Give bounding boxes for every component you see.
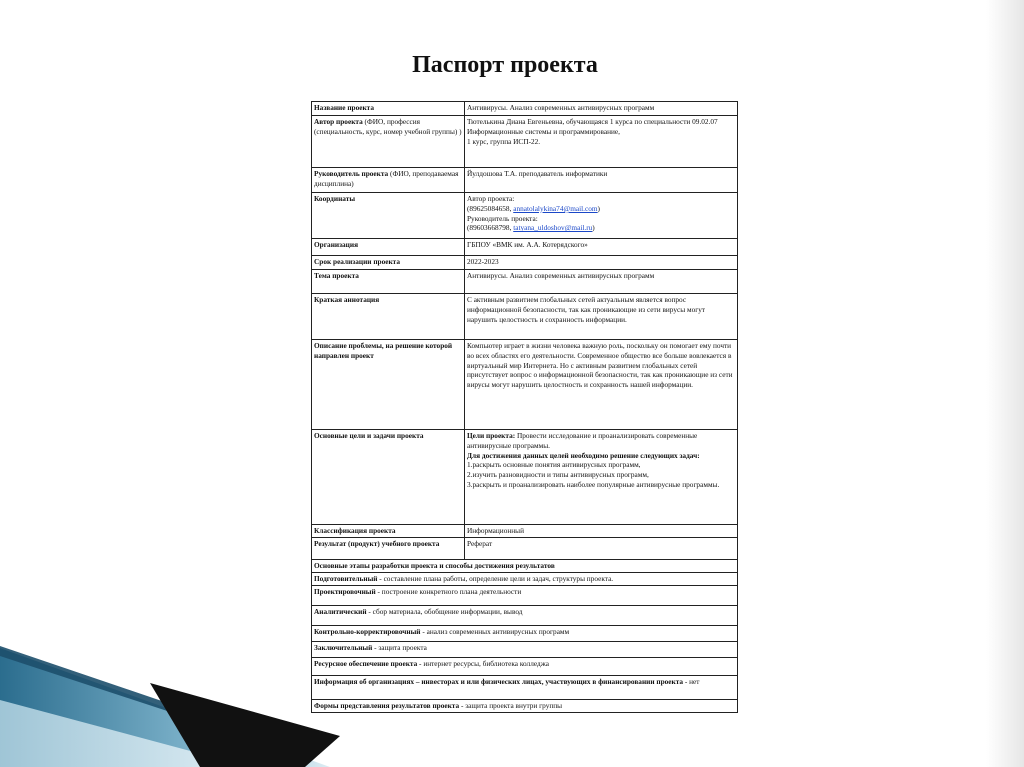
stages-header: Основные этапы разработки проекта и способы достижения результатов <box>312 560 738 573</box>
stage-row: Заключительный - защита проекта <box>312 642 738 658</box>
row-value: Тютелькина Диана Евгеньевна, обучающаяся 1 курса по специальности 09.02.07 Информационные системы и программирование, 1 курс, группа ИСП-22. <box>465 116 738 168</box>
row-label: Автор проекта (ФИО, профессия (специальность, курс, номер учебной группы) ) <box>312 116 465 168</box>
leader-email-link[interactable]: tatyana_uldoshov@mail.ru <box>513 223 593 233</box>
table-row <box>312 256 738 270</box>
row-label: Классификация проекта <box>312 525 465 538</box>
stage-row: Проектировочный - построение конкретного плана деятельности <box>312 586 738 606</box>
row-value: 2022-2023 <box>465 256 738 270</box>
table-row <box>312 116 738 168</box>
stage-row: Контрольно-корректировочный - анализ современных антивирусных программ <box>312 626 738 642</box>
table-row <box>312 676 738 700</box>
row-label: Координаты <box>312 193 465 239</box>
stage-row: Подготовительный - составление плана работы, определение цели и задач, структуры проекта. <box>312 573 738 586</box>
table-row <box>312 168 738 193</box>
row-value: Цели проекта: Провести исследование и проанализировать современные антивирусные программы. Для достижения данных целей необходимо решение следующих задач: 1.раскрыть основные понятия антивирусных программ, 2.изучить разновидности и типы антивирусных программ, 3.раскрыть и проанализировать наиболее популярные антивирусные программы. <box>465 430 738 525</box>
table-row <box>312 102 738 116</box>
table-row <box>312 573 738 586</box>
table-row <box>312 270 738 294</box>
stage-row: Ресурсное обеспечение проекта - интернет ресурсы, библиотека колледжа <box>312 658 738 676</box>
row-label: Результат (продукт) учебного проекта <box>312 538 465 560</box>
row-label: Руководитель проекта (ФИО, преподаваемая дисциплина) <box>312 168 465 193</box>
row-label: Организация <box>312 239 465 256</box>
author-email-link[interactable]: annatolalykina74@mail.com <box>513 203 598 213</box>
table-row <box>312 626 738 642</box>
row-label: Краткая аннотация <box>312 294 465 340</box>
row-label: Основные цели и задачи проекта <box>312 430 465 525</box>
table-row <box>312 294 738 340</box>
table-row <box>312 642 738 658</box>
row-label: Описание проблемы, на решение которой направлен проект <box>312 340 465 430</box>
stage-row: Формы представления результатов проекта - защита проекта внутри группы <box>312 700 738 713</box>
row-value: Антивирусы. Анализ современных антивирусных программ <box>465 270 738 294</box>
table-row <box>312 525 738 538</box>
row-label: Название проекта <box>312 102 465 116</box>
table-row <box>312 560 738 573</box>
table-row <box>312 658 738 676</box>
row-value: ГБПОУ «ВМК им. А.А. Котерядского» <box>465 239 738 256</box>
table-row <box>312 700 738 713</box>
table-row <box>312 340 738 430</box>
row-label: Срок реализации проекта <box>312 256 465 270</box>
row-value: Информационный <box>465 525 738 538</box>
row-value: Автор проекта: (89625084658, annatolalykina74@mail.com) Руководитель проекта: (89603668798, tatyana_uldoshov@mail.ru) <box>465 193 738 239</box>
row-value: Реферат <box>465 538 738 560</box>
row-value: С активным развитием глобальных сетей актуальным является вопрос информационной безопасности, так как проникающие из сети вирусы могут нарушить целостность и сохранность информации. <box>465 294 738 340</box>
table-row <box>312 586 738 606</box>
row-value: Йулдошова Т.А. преподаватель информатики <box>465 168 738 193</box>
page-title: Паспорт проекта <box>412 52 598 78</box>
table-row <box>312 538 738 560</box>
project-passport-table <box>311 101 738 713</box>
table-row <box>312 606 738 626</box>
row-value: Антивирусы. Анализ современных антивирусных программ <box>465 102 738 116</box>
table-row <box>312 430 738 525</box>
table-row <box>312 193 738 239</box>
stage-row: Аналитический - сбор материала, обобщение информации, вывод <box>312 606 738 626</box>
table-row <box>312 239 738 256</box>
row-value: Компьютер играет в жизни человека важную роль, поскольку он помогает ему почти во всех областях его деятельности. Современное общество все больше вовлекается в виртуальный мир Интернета. Но с активным развитием глобальных сетей присутствует вопрос о информационной безопасности, так как проникающие из сети вирусы могут нарушить целостность и сохранность нашей информации. <box>465 340 738 430</box>
stage-row: Информация об организациях – инвесторах и или физических лицах, участвующих в финансировании проекта - нет <box>312 676 738 700</box>
row-label: Тема проекта <box>312 270 465 294</box>
